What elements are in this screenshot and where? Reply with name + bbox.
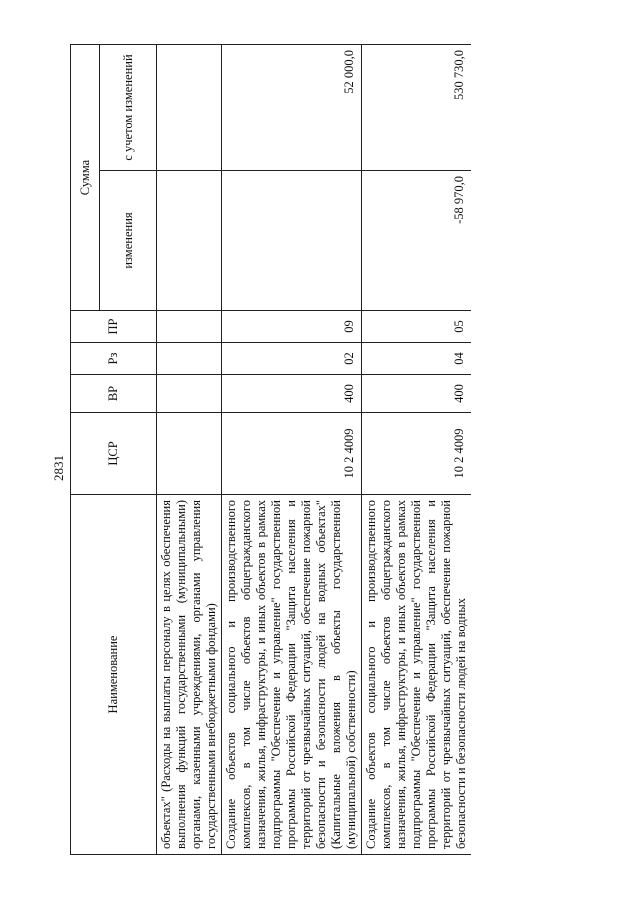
row-csr: 10 2 4009 — [362, 413, 472, 495]
page-number: 2831 — [51, 455, 66, 481]
budget-table — [70, 44, 471, 855]
header-vr: ВР — [71, 375, 157, 413]
row-name: Создание объектов социального и производственного комплексов, в том числе объектов общегражданского назначения, жилья, инфраструктуры, и иных объектов в рамках подпрограммы "Обеспечение и управление" государственной программы Российской Федерации "Защита населения и территорий от чрезвычайных ситуаций, обеспечение пожарной безопасности и безопасности людей на водных объектах" (Капитальные вложения в объекты государственной (муниципальной) собственности) — [222, 495, 362, 855]
table-row — [362, 45, 472, 855]
row-vr: 400 — [222, 375, 362, 413]
row-name: Создание объектов социального и производственного комплексов, в том числе объектов общегражданского назначения, жилья, инфраструктуры, и иных объектов в рамках подпрограммы "Обеспечение и управление" государственной программы Российской Федерации "Защита населения и территорий от чрезвычайных ситуаций, обеспечение пожарной безопасности и безопасности людей на водных — [362, 495, 472, 855]
row-pr — [157, 311, 222, 343]
row-with-change — [157, 45, 222, 171]
row-csr: 10 2 4009 — [222, 413, 362, 495]
table-row — [222, 45, 362, 855]
header-rz: Рз — [71, 343, 157, 375]
row-pr: 05 — [362, 311, 472, 343]
row-rz — [157, 343, 222, 375]
row-with-change: 530 730,0 — [362, 45, 472, 171]
row-rz: 02 — [222, 343, 362, 375]
header-csr: ЦСР — [71, 413, 157, 495]
row-vr — [157, 375, 222, 413]
row-change — [157, 171, 222, 311]
header-pr: ПР — [71, 311, 157, 343]
row-pr: 09 — [222, 311, 362, 343]
row-name: объектах" (Расходы на выплаты персоналу в целях обеспечения выполнения функций государственными (муниципальными) органами, казенными учреждениями, органами управления государственными внебюджетными фондами) — [157, 495, 222, 855]
row-vr: 400 — [362, 375, 472, 413]
header-change: изменения — [100, 171, 157, 311]
header-row-1 — [71, 45, 100, 855]
row-csr — [157, 413, 222, 495]
row-change — [222, 171, 362, 311]
table-row — [157, 45, 222, 855]
header-sum: Сумма — [71, 45, 100, 311]
budget-table-sheet — [70, 45, 600, 855]
header-with-change: с учетом изменений — [100, 45, 157, 171]
rotated-page — [70, 45, 600, 855]
row-with-change: 52 000,0 — [222, 45, 362, 171]
row-change: -58 970,0 — [362, 171, 472, 311]
row-rz: 04 — [362, 343, 472, 375]
header-name: Наименование — [71, 495, 157, 855]
